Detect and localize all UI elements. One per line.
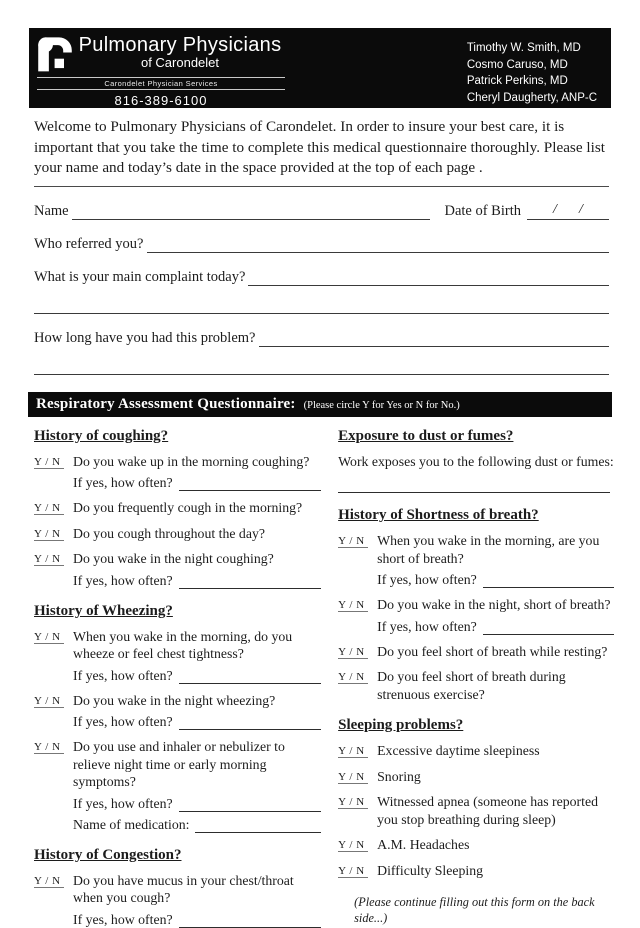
dob-label: Date of Birth [444, 202, 521, 219]
duration-input-line-2[interactable] [34, 363, 609, 375]
dob-slash: / [553, 201, 557, 217]
question-item [338, 836, 614, 854]
duration-label: How long have you had this problem? [34, 329, 256, 346]
dob-input-line[interactable] [527, 201, 609, 220]
followup-input-line[interactable] [483, 575, 614, 588]
yes-no-circle-selector[interactable]: Y / N [338, 644, 368, 659]
complaint-label: What is your main complaint today? [34, 268, 246, 285]
divider-rule [34, 186, 609, 187]
question-text: Witnessed apnea (someone has reported you stop breathing during sleep) [377, 794, 599, 827]
yes-no-circle-selector[interactable]: Y / N [34, 454, 64, 469]
followup-label: If yes, how often? [73, 667, 173, 683]
services-label: Carondelet Physician Services [37, 77, 285, 90]
question-item [338, 742, 614, 760]
physician-list [467, 35, 601, 106]
question-item [34, 453, 321, 492]
question-item [338, 643, 614, 661]
question-text: Do you wake in the night wheezing? [73, 692, 276, 708]
question-section [34, 846, 321, 928]
dob-slash: / [579, 201, 583, 217]
followup-label: If yes, how often? [73, 795, 173, 811]
yes-no-circle-selector[interactable]: Y / N [34, 693, 64, 708]
question-text: Do you feel short of breath while resting? [377, 643, 608, 659]
section-title: History of Shortness of breath? [338, 507, 539, 523]
questionnaire-right-column [338, 423, 614, 928]
followup-input-line[interactable] [179, 915, 322, 928]
yes-no-circle-selector[interactable]: Y / N [34, 739, 64, 754]
question-text: Do you wake in the night coughing? [73, 551, 274, 566]
section-title: History of Congestion? [34, 846, 182, 863]
yes-no-circle-selector[interactable]: Y / N [338, 743, 368, 758]
followup-input-line[interactable] [483, 622, 614, 635]
question-text: A.M. Headaches [377, 837, 470, 852]
followup-row [34, 817, 321, 833]
complaint-input-line[interactable] [248, 274, 609, 286]
physician-name: Cosmo Caruso, MD [466, 58, 568, 71]
question-item [338, 768, 614, 786]
question-text: Do you wake in the night, short of breath? [377, 597, 611, 612]
followup-label: If yes, how often? [377, 618, 477, 634]
followup-label: If yes, how often? [73, 714, 173, 729]
yes-no-circle-selector[interactable]: Y / N [338, 769, 368, 784]
yes-no-circle-selector[interactable]: Y / N [34, 526, 64, 541]
welcome-paragraph: Welcome to Pulmonary Physicians of Carondelet. In order to insure your best care, it is important that you take the time to complete this medical questionnaire thoroughly. Please list your name and today’s date in the space provided at the top of each page . [34, 118, 605, 176]
question-text: Do you use and inhaler or nebulizer to relieve night time or early morning symptoms? [73, 739, 285, 789]
yes-no-circle-selector[interactable]: Y / N [338, 533, 368, 548]
complaint-input-line-2[interactable] [34, 302, 609, 314]
yes-no-circle-selector[interactable]: Y / N [338, 597, 368, 612]
followup-row [34, 714, 321, 730]
followup-input-line[interactable] [179, 717, 322, 730]
followup-row [338, 619, 614, 635]
question-text: When you wake in the morning, are you short of breath? [377, 533, 600, 566]
practice-phone: 816-389-6100 [114, 93, 208, 108]
section-title: History of Wheezing? [34, 602, 173, 619]
followup-row [338, 572, 614, 588]
question-item [34, 550, 321, 589]
physician-name: Patrick Perkins, MD [466, 75, 568, 87]
questionnaire-left-column [34, 423, 321, 928]
section-title: Exposure to dust or fumes? [338, 427, 514, 444]
yes-no-circle-selector[interactable]: Y / N [338, 863, 368, 878]
followup-input-line[interactable] [195, 820, 321, 833]
question-item [338, 793, 614, 828]
followup-row [34, 912, 321, 928]
section-title: Sleeping problems? [338, 717, 464, 733]
questionnaire-instructions: (Please circle Y for Yes or N for No.) [303, 399, 460, 411]
question-item [34, 525, 321, 543]
question-text: Do you frequently cough in the morning? [73, 500, 303, 515]
question-text: Do you feel short of breath during strenuous exercise? [377, 669, 566, 702]
followup-input-line[interactable] [179, 576, 322, 589]
yes-no-circle-selector[interactable]: Y / N [34, 873, 64, 888]
physician-name: Timothy W. Smith, MD [466, 42, 581, 54]
referred-input-line[interactable] [147, 241, 610, 253]
followup-row [34, 668, 321, 684]
question-item [34, 738, 321, 833]
answer-input-line[interactable] [338, 492, 610, 493]
followup-row [34, 475, 321, 491]
yes-no-circle-selector[interactable]: Y / N [34, 629, 64, 644]
name-input-line[interactable] [72, 208, 431, 220]
followup-row [34, 796, 321, 812]
question-item [34, 499, 321, 517]
question-text: Do you cough throughout the day? [73, 525, 265, 541]
question-text: Excessive daytime sleepiness [377, 743, 540, 758]
yes-no-circle-selector[interactable]: Y / N [34, 500, 64, 515]
question-item [34, 628, 321, 684]
followup-label: If yes, how often? [73, 475, 173, 490]
question-section [338, 427, 614, 494]
question-section [338, 716, 614, 879]
section-title: History of coughing? [34, 427, 169, 444]
yes-no-circle-selector[interactable]: Y / N [338, 837, 368, 852]
followup-input-line[interactable] [179, 799, 322, 812]
patient-info-fields [34, 203, 609, 375]
question-text: When you wake in the morning, do you wheeze or feel chest tightness? [73, 628, 293, 661]
followup-label: Name of medication: [73, 816, 190, 832]
practice-name: Pulmonary Physicians [78, 34, 282, 56]
physician-name: Cheryl Daugherty, ANP-C [466, 91, 597, 104]
letterhead [29, 28, 611, 108]
questionnaire-body [34, 423, 614, 928]
duration-input-line[interactable] [259, 335, 610, 347]
question-section [338, 506, 614, 703]
questionnaire-header-bar [28, 392, 612, 417]
question-text: Snoring [377, 768, 421, 784]
question-text: Work exposes you to the following dust or fumes: [338, 453, 614, 469]
followup-label: If yes, how often? [73, 911, 173, 927]
question-text: Difficulty Sleeping [377, 862, 484, 878]
question-section [34, 427, 321, 589]
question-section [34, 602, 321, 833]
referred-label: Who referred you? [34, 235, 144, 252]
yes-no-circle-selector[interactable]: Y / N [338, 669, 368, 684]
practice-identity [37, 35, 285, 108]
followup-input-line[interactable] [179, 671, 322, 684]
question-item [34, 872, 321, 928]
practice-subtitle: of Carondelet [140, 55, 220, 70]
followup-label: If yes, how often? [73, 572, 173, 588]
yes-no-circle-selector[interactable]: Y / N [338, 794, 368, 809]
question-item [338, 668, 614, 703]
followup-row [34, 573, 321, 589]
question-text: Do you have mucus in your chest/throat when you cough? [73, 872, 294, 905]
question-text: Do you wake up in the morning coughing? [73, 453, 310, 469]
questionnaire-title: Respiratory Assessment Questionnaire: [36, 395, 296, 412]
continue-on-back-note: (Please continue filling out this form on the back side...) [354, 895, 595, 925]
followup-input-line[interactable] [179, 478, 322, 491]
name-label: Name [34, 202, 69, 219]
question-item [338, 532, 614, 588]
followup-label: If yes, how often? [377, 572, 477, 587]
question-item [338, 596, 614, 635]
question-item [338, 862, 614, 880]
yes-no-circle-selector[interactable]: Y / N [34, 551, 64, 566]
carondelet-cross-logo [37, 36, 73, 74]
question-item [338, 453, 614, 494]
question-item [34, 692, 321, 731]
